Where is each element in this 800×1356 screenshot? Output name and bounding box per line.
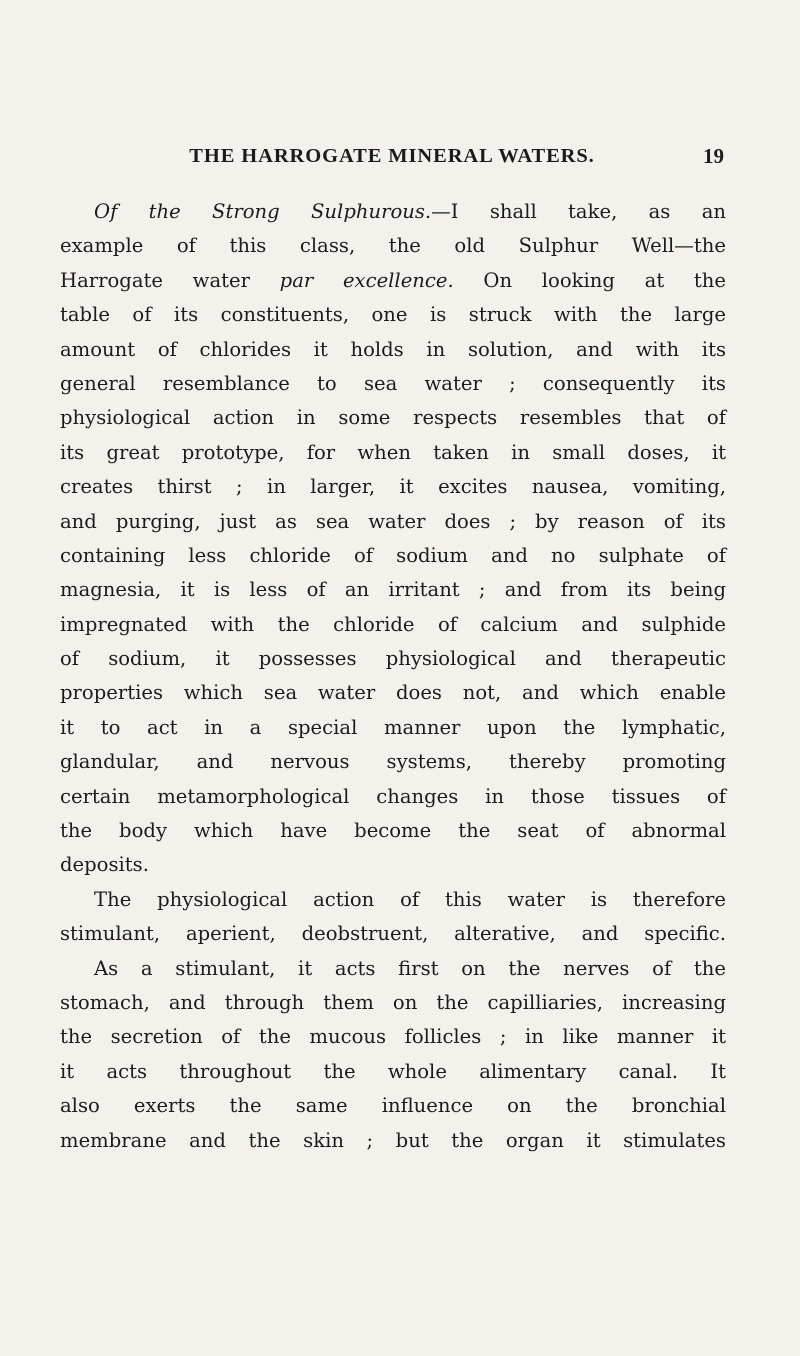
body-text [60,195,726,1158]
text-line: its great prototype, for when taken in small doses, it [60,440,726,464]
text-line: creates thirst ; in larger, it excites nausea, vomiting, [60,475,726,499]
text-line [60,195,726,229]
text-line: membrane and the skin ; but the organ it stimulates [60,1128,726,1152]
text-line: also exerts the same influence on the bronchial [60,1094,726,1118]
section-heading: Of the Strong Sulphurous. [94,200,432,223]
text-line: the secretion of the mucous follicles ; in like manner it [60,1025,726,1049]
text-line [60,264,726,298]
text-run: On looking at the [453,268,726,292]
text-line: physiological action in some respects resembles that of [60,406,726,430]
text-line: general resemblance to sea water ; consequently its [60,371,726,395]
running-title: THE HARROGATE MINERAL WATERS. [189,145,595,167]
text-line: and purging, just as sea water does ; by reason of its [60,509,726,533]
text-run: —I shall take, as an [431,200,726,223]
text-line: The physiological action of this water is therefore [94,887,726,911]
running-head [60,140,724,172]
text-line: impregnated with the chloride of calcium and sulphide [60,612,726,636]
text-line: As a stimulant, it acts first on the nerves of the [94,956,726,980]
text-line: it acts throughout the whole alimentary canal. It [60,1059,726,1083]
text-line: the body which have become the seat of abnormal [60,819,726,843]
text-line: it to act in a special manner upon the lymphatic, [60,715,726,739]
text-line: example of this class, the old Sulphur Well—the [60,234,726,258]
italic-phrase: par excellence. [279,268,454,292]
text-line: glandular, and nervous systems, thereby promoting [60,750,726,774]
text-line: certain metamorphological changes in those tissues of [60,784,726,808]
text-line: stimulant, aperient, deobstruent, alterative, and specific. [60,922,726,946]
text-line: table of its constituents, one is struck with the large [60,303,726,327]
text-run: Harrogate water [60,268,280,292]
text-line: magnesia, it is less of an irritant ; and from its being [60,578,726,602]
text-line: amount of chlorides it holds in solution, and with its [60,337,726,361]
text-line: containing less chloride of sodium and no sulphate of [60,543,726,567]
text-line: properties which sea water does not, and which enable [60,681,726,705]
text-line: stomach, and through them on the capilliaries, increasing [60,990,726,1014]
text-line: deposits. [60,853,149,877]
page-number: 19 [703,144,724,168]
text-line: of sodium, it possesses physiological and therapeutic [60,647,726,671]
